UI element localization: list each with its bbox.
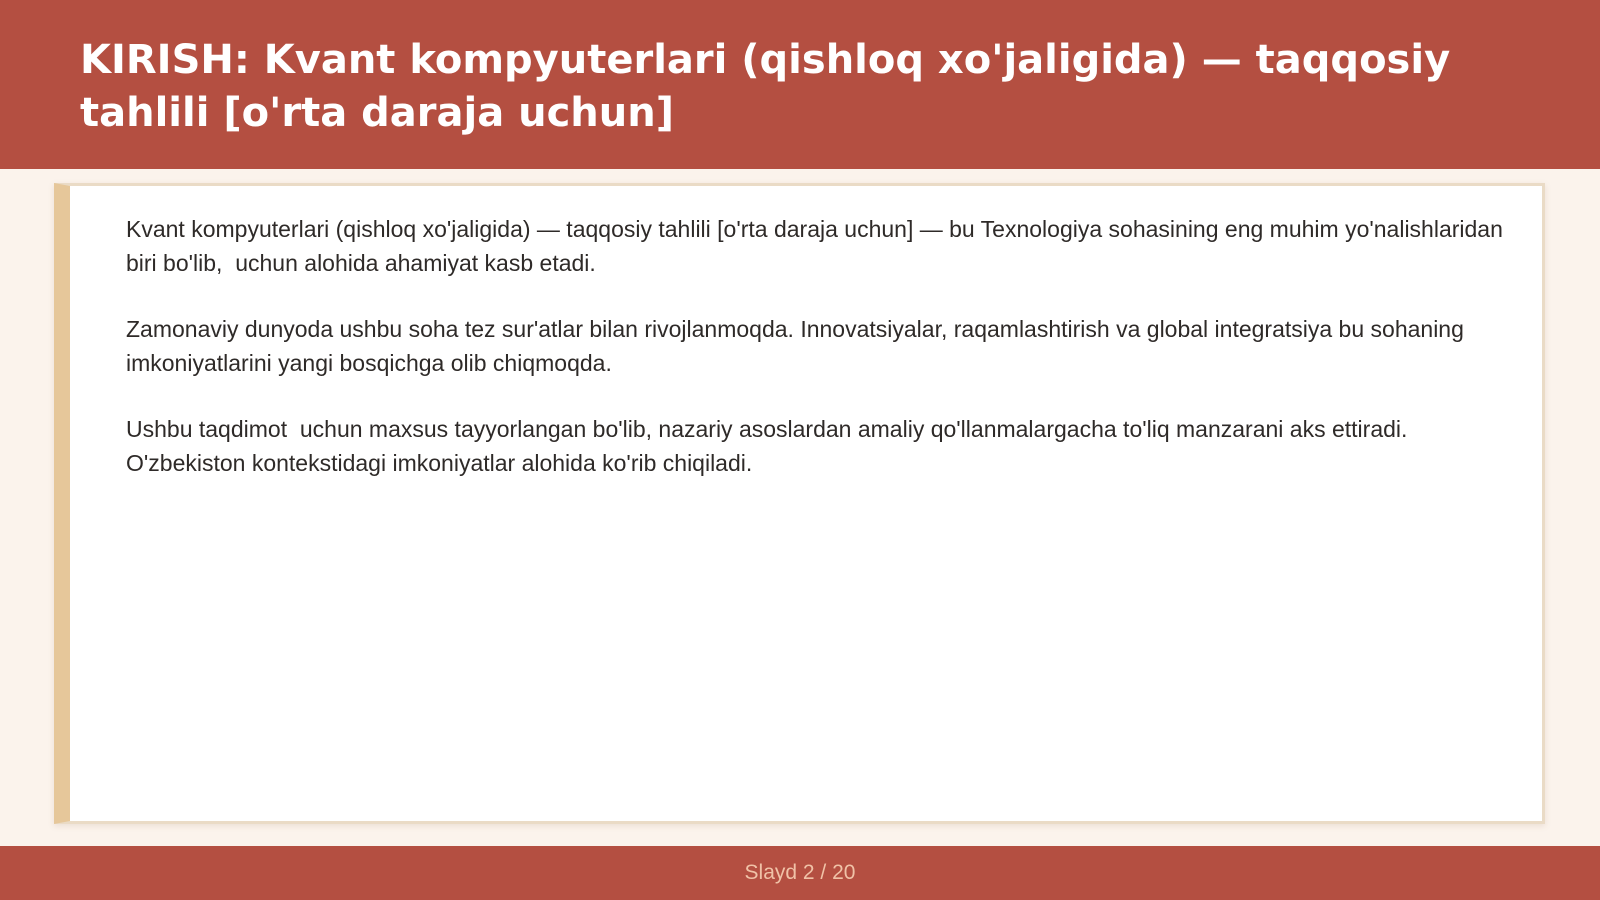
content-body	[126, 212, 1510, 512]
slide-counter: Slayd 2 / 20	[744, 861, 856, 884]
slide-header	[0, 0, 1600, 169]
paragraph-modern-world: Zamonaviy dunyoda ushbu soha tez sur'atlar bilan rivojlanmoqda. Innovatsiyalar, raqamlashtirish va global integratsiya bu sohaning imkoniyatlarini yangi bosqichga olib chiqmoqda.	[126, 316, 1471, 376]
content-card	[54, 183, 1545, 824]
paragraph-presentation-purpose: Ushbu taqdimot uchun maxsus tayyorlangan bo'lib, nazariy asoslardan amaliy qo'llanmalargacha to'liq manzarani aks ettiradi. O'zbekiston kontekstidagi imkoniyatlar alohida ko'rib chiqiladi.	[126, 416, 1414, 476]
paragraph-intro: Kvant kompyuterlari (qishloq xo'jaligida) — taqqosiy tahlili [o'rta daraja uchun] — bu Texnologiya sohasining eng muhim yo'nalishlaridan biri bo'lib, uchun alohida ahamiyat kasb etadi.	[126, 216, 1510, 276]
slide-footer	[0, 846, 1600, 900]
slide-title: KIRISH: Kvant kompyuterlari (qishloq xo'jaligida) — taqqosiy tahlili [o'rta daraja uchun]	[80, 37, 1451, 136]
